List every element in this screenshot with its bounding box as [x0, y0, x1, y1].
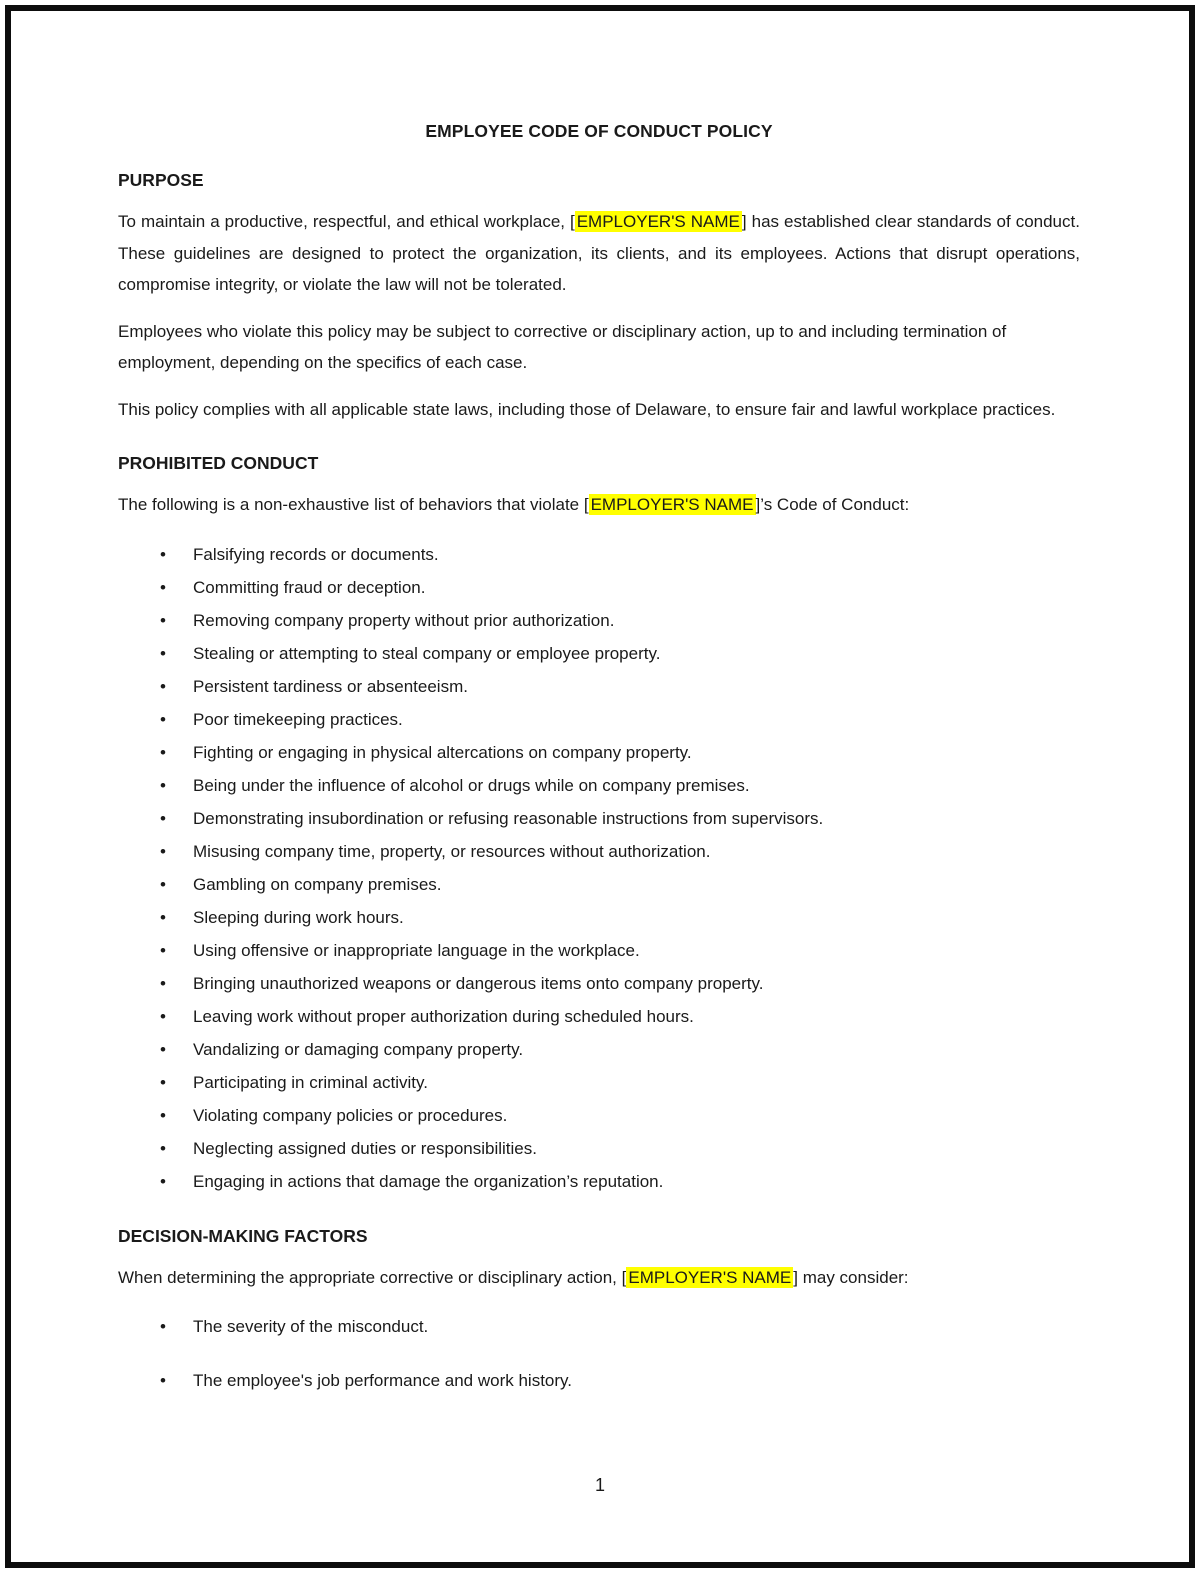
paragraph-text: ]’s Code of Conduct: [755, 495, 910, 514]
prohibited-conduct-list [118, 538, 1080, 1198]
list-item: • Participating in criminal activity. [160, 1066, 1080, 1099]
paragraph-text: ] may consider: [793, 1267, 909, 1287]
purpose-heading: PURPOSE [118, 170, 204, 190]
list-item: • Committing fraud or deception. [160, 571, 1080, 604]
list-item: • The severity of the misconduct. [160, 1310, 1080, 1343]
list-item: • Stealing or attempting to steal company or employee property. [160, 637, 1080, 670]
employer-name-placeholder: EMPLOYER'S NAME [628, 1267, 792, 1287]
list-item: • Demonstrating insubordination or refusing reasonable instructions from supervisors. [160, 802, 1080, 835]
list-item: • The employee's job performance and work history. [160, 1364, 1080, 1397]
document-title: EMPLOYEE CODE OF CONDUCT POLICY [425, 121, 773, 141]
list-item: • Being under the influence of alcohol or drugs while on company premises. [160, 769, 1080, 802]
paragraph-text: The following is a non-exhaustive list of behaviors that violate [ [118, 495, 589, 514]
purpose-paragraph-2: Employees who violate this policy may be subject to corrective or disciplinary action, up to and including termination of employment, depending on the specifics of each case. [118, 321, 1007, 372]
prohibited-conduct-heading: PROHIBITED CONDUCT [118, 453, 319, 473]
section-decision-making [118, 1225, 1080, 1397]
list-item: • Removing company property without prior authorization. [160, 604, 1080, 637]
list-item: • Engaging in actions that damage the organization’s reputation. [160, 1165, 1080, 1198]
section-purpose [118, 169, 1080, 425]
prohibited-conduct-intro [118, 489, 1080, 521]
list-item: • Violating company policies or procedures. [160, 1099, 1080, 1132]
list-item: • Sleeping during work hours. [160, 901, 1080, 934]
list-item: • Persistent tardiness or absenteeism. [160, 670, 1080, 703]
section-prohibited-conduct [118, 452, 1080, 1198]
list-item: • Leaving work without proper authorization during scheduled hours. [160, 1000, 1080, 1033]
list-item: • Falsifying records or documents. [160, 538, 1080, 571]
decision-making-intro [118, 1262, 1080, 1294]
page-number: 1 [594, 1475, 605, 1495]
list-item: • Vandalizing or damaging company property. [160, 1033, 1080, 1066]
list-item: • Bringing unauthorized weapons or dangerous items onto company property. [160, 967, 1080, 1000]
employer-name-placeholder: EMPLOYER'S NAME [590, 495, 754, 514]
paragraph-text: When determining the appropriate corrective or disciplinary action, [ [118, 1267, 627, 1287]
list-item: • Misusing company time, property, or resources without authorization. [160, 835, 1080, 868]
decision-making-heading: DECISION-MAKING FACTORS [118, 1225, 368, 1246]
paragraph-text: ] has established clear standards of conduct. These guidelines are designed to protect the organization, its clients, and its employees. Actions that disrupt operations, compromise integrity, or violate the law will not be tolerated. [118, 212, 1080, 294]
paragraph-text: To maintain a productive, respectful, and ethical workplace, [ [118, 212, 575, 231]
list-item: • Fighting or engaging in physical altercations on company property. [160, 736, 1080, 769]
purpose-paragraph-1 [118, 206, 1080, 301]
list-item: • Using offensive or inappropriate language in the workplace. [160, 934, 1080, 967]
decision-making-list [118, 1310, 1080, 1397]
purpose-paragraph-3: This policy complies with all applicable state laws, including those of Delaware, to ensure fair and lawful workplace practices. [118, 399, 1056, 419]
employer-name-placeholder: EMPLOYER'S NAME [576, 212, 740, 231]
list-item: • Neglecting assigned duties or responsibilities. [160, 1132, 1080, 1165]
list-item: • Gambling on company premises. [160, 868, 1080, 901]
list-item: • Poor timekeeping practices. [160, 703, 1080, 736]
